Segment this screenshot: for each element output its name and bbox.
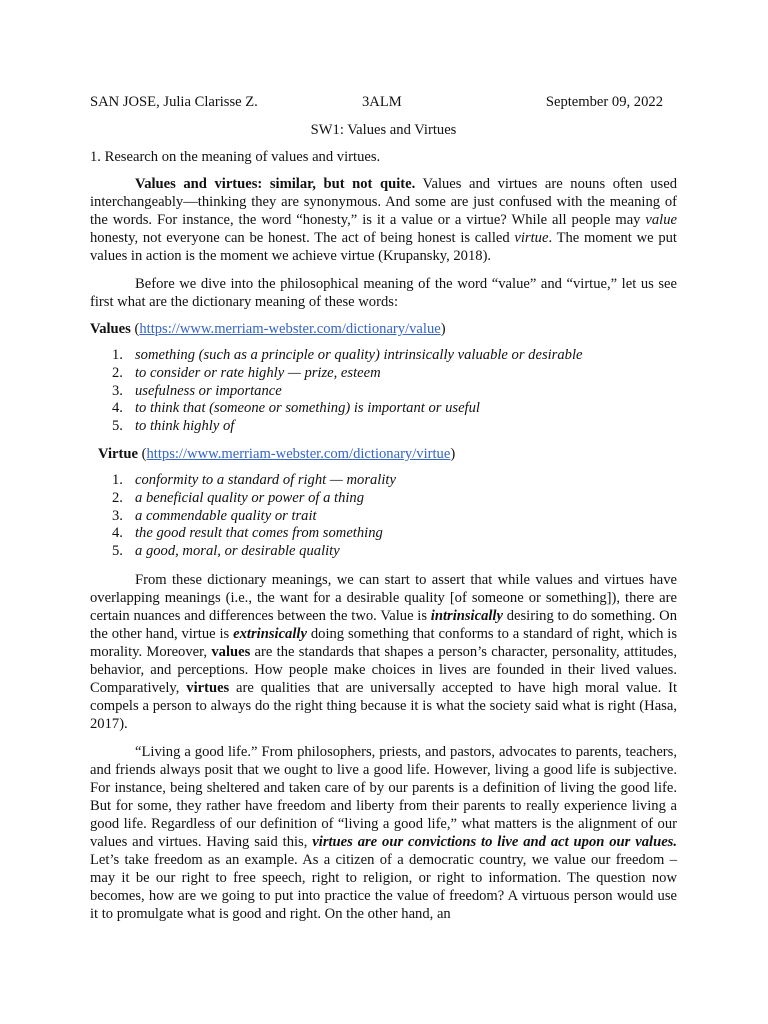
document-content: [90, 93, 677, 923]
emphasis-intrinsically: intrinsically: [430, 607, 503, 624]
list-item-number: 1.: [112, 347, 123, 363]
list-item: [90, 383, 677, 401]
document-date: September 09, 2022: [545, 94, 663, 110]
list-item: [90, 543, 677, 561]
question-prompt: 1. Research on the meaning of values and virtues.: [90, 149, 381, 165]
list-item: [90, 525, 677, 543]
emphasis-virtues: virtues: [186, 679, 230, 696]
comparison-text-1: From these dictionary meanings, we can start to assert that while values and virtues have overlapping meanings (i.e., the want for a desirable quality [of someone or something]), there are certain nuances and differences between the two. Value is: [90, 571, 677, 624]
list-item-number: 4.: [112, 525, 123, 542]
list-item: [90, 490, 677, 508]
paren-open: (: [130, 321, 140, 337]
list-item-number: 5.: [112, 418, 123, 435]
transition-paragraph: Before we dive into the philosophical meaning of the word “value” and “virtue,” let us see first what are the dictionary meaning of these words:: [90, 276, 677, 310]
list-item-text: to think highly of: [135, 418, 235, 435]
list-item: [90, 347, 677, 365]
virtue-term: Virtue: [98, 445, 138, 462]
intro-text-3: . The moment we put values in action is the moment we achieve virtue (Krupansky, 2018).: [90, 230, 677, 264]
list-item-text: something (such as a principle or quality) intrinsically valuable or desirable: [135, 347, 583, 363]
values-term: Values: [90, 321, 131, 337]
good-life-text-1: “Living a good life.” From philosophers, priests, and pastors, advocates to parents, teachers, and friends always posit that we ought to live a good life. However, living a good life is subjective. For instance, being sheltered and taken care of by our parents is a definition of living the good life. But for some, they rather have freedom and liberty from their parents to really experience living a good life. Regardless of our definition of “living a good life,” what matters is the alignment of our values and virtues. Having said this,: [90, 743, 677, 850]
list-item-number: 2.: [112, 364, 123, 381]
list-item: [90, 472, 677, 490]
list-item: [90, 365, 677, 383]
intro-text-1: Values and virtues are nouns often used interchangeably—thinking they are synonymous. And some are just confused with the meaning of the words. For instance, the word “honesty,” is it a value or a virtue? While all people may: [90, 176, 678, 228]
virtue-definition-heading: [90, 445, 677, 463]
list-item-number: 1.: [112, 471, 123, 488]
list-item-text: to consider or rate highly — prize, esteem: [135, 364, 381, 381]
student-name: SAN JOSE, Julia Clarisse Z.: [90, 94, 258, 110]
paren-close: ): [450, 445, 456, 462]
list-item: [90, 508, 677, 526]
list-item: [90, 400, 677, 418]
paren-open: (: [137, 445, 147, 462]
list-item-text: to think that (someone or something) is important or useful: [135, 400, 480, 417]
list-item-number: 3.: [112, 507, 123, 524]
comparison-text-4: are the standards that shapes a person’s character, personality, attitudes, behavior, and perceptions. How people make choices in lives are founded in their lived values. Comparatively,: [90, 643, 677, 696]
emphasis-convictions: virtues are our convictions to live and act upon our values.: [312, 833, 677, 850]
values-dictionary-link[interactable]: https://www.merriam-webster.com/dictionary/value: [139, 321, 441, 337]
document-title: SW1: Values and Virtues: [310, 122, 457, 138]
comparison-text-3: doing something that conforms to a standard of right, which is morality. Moreover,: [90, 625, 678, 660]
list-item-text: a beneficial quality or power of a thing: [135, 489, 365, 506]
list-item-number: 5.: [112, 543, 123, 560]
list-item-text: a commendable quality or trait: [135, 507, 317, 524]
comparison-text-2: desiring to do something. On the other hand, virtue is: [90, 607, 677, 642]
list-item-number: 2.: [112, 489, 123, 506]
good-life-text-2: Let’s take freedom as an example. As a citizen of a democratic country, we value our freedom – may it be our right to free speech, right to religion, or right to information. The question now becomes, how are we going to put into practice the value of freedom? A virtuous person would use it to promulgate what is good and right. On the other hand, an: [90, 851, 677, 922]
intro-text-2: honesty, not everyone can be honest. The act of being honest is called: [90, 230, 515, 246]
intro-italic-value: value: [645, 212, 677, 228]
virtue-definition-list: [90, 472, 677, 561]
intro-paragraph: [90, 175, 677, 265]
values-definition-list: [90, 347, 677, 436]
list-item-text: the good result that comes from something: [135, 525, 383, 542]
list-item-number: 4.: [112, 400, 123, 417]
comparison-text-5: are qualities that are universally accepted to have high moral value. It compels a person to always do the right thing because it is what the society said what is right (Hasa, 2017).: [90, 679, 677, 732]
intro-lead: Values and virtues: similar, but not quite.: [135, 176, 416, 192]
list-item-text: usefulness or importance: [135, 382, 282, 399]
list-item-text: conformity to a standard of right — morality: [135, 471, 396, 488]
good-life-paragraph: [90, 743, 677, 923]
class-section: 3ALM: [362, 94, 402, 110]
comparison-paragraph: [90, 571, 677, 733]
list-item-text: a good, moral, or desirable quality: [135, 543, 340, 560]
document-header: [90, 93, 677, 111]
values-definition-heading: [90, 320, 677, 338]
paren-close: ): [440, 321, 446, 337]
intro-italic-virtue: virtue: [514, 230, 549, 246]
emphasis-values: values: [211, 643, 251, 660]
list-item: [90, 418, 677, 436]
emphasis-extrinsically: extrinsically: [233, 625, 307, 642]
virtue-dictionary-link[interactable]: https://www.merriam-webster.com/dictionary/virtue: [146, 445, 451, 462]
list-item-number: 3.: [112, 382, 123, 399]
